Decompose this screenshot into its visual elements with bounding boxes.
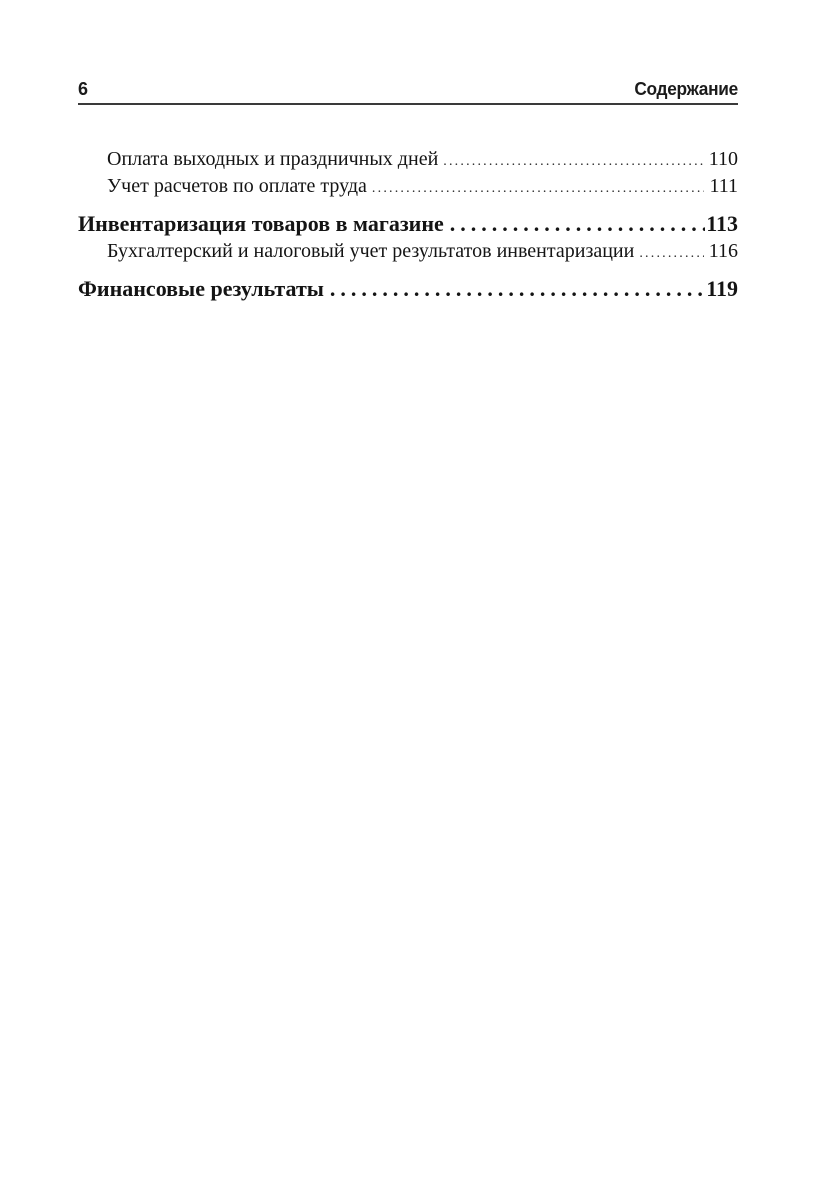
toc-entry <box>78 174 738 201</box>
content-area <box>78 79 738 304</box>
toc-entry-page: 116 <box>708 240 738 262</box>
header-title: Содержание <box>634 79 738 99</box>
toc-leader-dots <box>443 147 703 174</box>
toc-leader-dots <box>639 239 703 266</box>
toc-leader-dots <box>330 274 705 304</box>
toc-entry-label: Учет расчетов по оплате труда <box>107 175 367 197</box>
toc-entry <box>78 239 738 266</box>
toc-leader-dots <box>372 174 705 201</box>
toc-entry <box>78 209 738 239</box>
toc-leader-dots <box>450 209 705 239</box>
toc-entry-page: 113 <box>706 211 738 236</box>
page-number: 6 <box>78 79 89 99</box>
toc-entry-label: Бухгалтерский и налоговый учет результатов инвентаризации <box>107 240 635 262</box>
header-rule <box>78 103 738 105</box>
toc-entry <box>78 147 738 174</box>
toc-entry-page: 119 <box>706 276 738 301</box>
toc-entry <box>78 274 738 304</box>
toc-entry-label: Инвентаризация товаров в магазине <box>78 211 444 236</box>
table-of-contents <box>78 147 738 304</box>
toc-entry-page: 110 <box>708 148 738 170</box>
toc-entry-label: Оплата выходных и праздничных дней <box>107 148 439 170</box>
toc-entry-page: 111 <box>709 175 738 197</box>
page-header <box>78 79 738 103</box>
toc-entry-label: Финансовые результаты <box>78 276 324 301</box>
